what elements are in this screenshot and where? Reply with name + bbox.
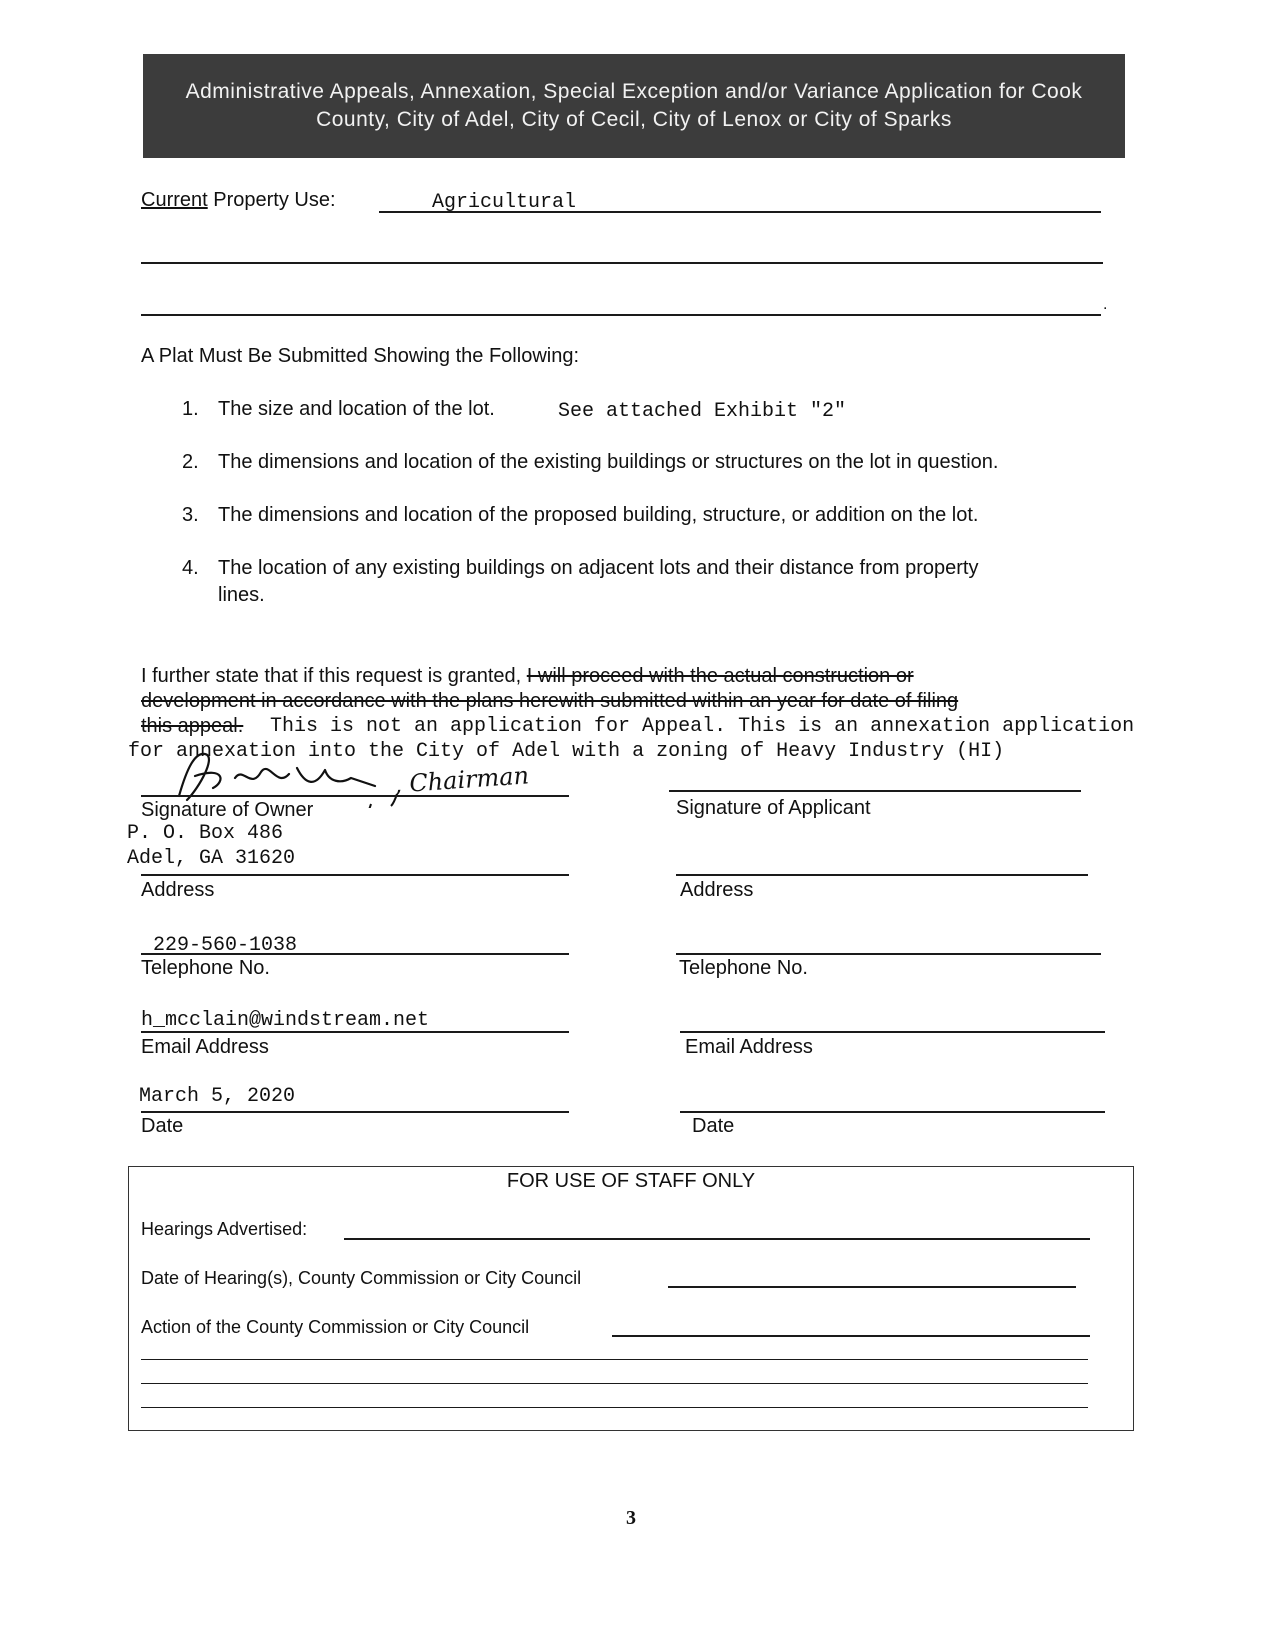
applicant-email-line[interactable] xyxy=(680,1031,1105,1033)
applicant-signature-label: Signature of Applicant xyxy=(676,797,871,819)
statement-line-1 xyxy=(141,665,914,688)
property-use-label-rest: Property Use: xyxy=(207,189,336,211)
owner-phone-line xyxy=(141,953,569,955)
plat-item-1-number: 1. xyxy=(182,398,199,420)
staff-date-hearing-label: Date of Hearing(s), County Commission or City Council xyxy=(141,1268,582,1288)
page-number: 3 xyxy=(626,1507,636,1529)
form-title: Administrative Appeals, Annexation, Special Exception and/or Variance Application for Cook County, City of Adel, City of Cecil, City of Lenox or City of Sparks xyxy=(185,80,1083,131)
staff-hearings-label: Hearings Advertised: xyxy=(141,1219,308,1239)
owner-signature-note: , Chairman xyxy=(393,761,530,799)
statement-struck-2: development in accordance with the plans herewith submitted within an year for date of filing xyxy=(141,690,959,712)
applicant-phone-line[interactable] xyxy=(676,953,1101,955)
property-use-line-3 xyxy=(141,314,1101,316)
plat-item-3-text: The dimensions and location of the proposed building, structure, or addition on the lot. xyxy=(218,504,979,526)
statement-line-3 xyxy=(141,715,243,738)
owner-address-line2[interactable]: Adel, GA 31620 xyxy=(127,847,296,870)
staff-action-line-4[interactable] xyxy=(141,1407,1088,1408)
applicant-signature-line[interactable] xyxy=(669,790,1081,792)
plat-item-1-note: See attached Exhibit "2" xyxy=(558,400,847,423)
statement-typed-2: for annexation into the City of Adel with a zoning of Heavy Industry (HI) xyxy=(128,740,1005,763)
applicant-phone-label: Telephone No. xyxy=(679,957,808,979)
plat-item-2-text: The dimensions and location of the existing buildings or structures on the lot in question. xyxy=(218,451,999,473)
plat-item-3-number: 3. xyxy=(182,504,199,526)
owner-address-line1[interactable]: P. O. Box 486 xyxy=(127,822,284,845)
staff-action-line[interactable] xyxy=(612,1335,1090,1337)
staff-title: FOR USE OF STAFF ONLY xyxy=(506,1170,756,1192)
form-title-banner xyxy=(143,54,1125,158)
staff-action-line-3[interactable] xyxy=(141,1383,1088,1384)
property-use-value[interactable]: Agricultural xyxy=(432,191,577,214)
owner-date-label: Date xyxy=(141,1115,184,1137)
plat-item-4-number: 4. xyxy=(182,557,199,579)
owner-phone-value[interactable]: 229-560-1038 xyxy=(153,934,298,957)
owner-date-line xyxy=(141,1111,569,1113)
owner-signature-line[interactable] xyxy=(141,795,569,797)
owner-address-line xyxy=(141,874,569,876)
plat-item-4-text-line1: The location of any existing buildings on adjacent lots and their distance from property xyxy=(218,557,979,579)
staff-date-hearing-line[interactable] xyxy=(668,1286,1076,1288)
applicant-date-label: Date xyxy=(692,1115,735,1137)
applicant-date-line[interactable] xyxy=(680,1111,1105,1113)
applicant-email-label: Email Address xyxy=(685,1036,813,1058)
property-use-line xyxy=(379,211,1101,213)
property-use-end-mark: . xyxy=(1103,296,1108,313)
plat-heading: A Plat Must Be Submitted Showing the Following: xyxy=(141,345,580,367)
owner-email-label: Email Address xyxy=(141,1036,269,1058)
owner-email-line xyxy=(141,1031,569,1033)
owner-email-value[interactable]: h_mcclain@windstream.net xyxy=(141,1009,430,1032)
property-use-line-2 xyxy=(141,262,1103,264)
staff-hearings-line[interactable] xyxy=(344,1238,1090,1240)
statement-struck-1: I will proceed with the actual construction or xyxy=(526,665,914,687)
staff-only-box xyxy=(128,1166,1134,1431)
property-use-label-current: Current xyxy=(141,189,208,211)
owner-date-value[interactable]: March 5, 2020 xyxy=(139,1085,296,1108)
plat-item-2-number: 2. xyxy=(182,451,199,473)
owner-signature-label: Signature of Owner xyxy=(141,799,314,821)
staff-action-label: Action of the County Commission or City Council xyxy=(141,1317,530,1337)
statement-typed-1: This is not an application for Appeal. This is an annexation application xyxy=(270,715,1135,738)
property-use-label xyxy=(141,189,336,212)
applicant-address-line[interactable] xyxy=(676,874,1088,876)
owner-address-label: Address xyxy=(141,879,215,901)
staff-action-line-2[interactable] xyxy=(141,1359,1088,1360)
applicant-address-label: Address xyxy=(680,879,754,901)
plat-item-4-text-line2: lines. xyxy=(218,584,265,606)
statement-struck-3: this appeal. xyxy=(141,715,244,737)
owner-phone-label: Telephone No. xyxy=(141,957,270,979)
statement-intro: I further state that if this request is granted, xyxy=(141,665,527,687)
plat-item-1-text: The size and location of the lot. xyxy=(218,398,495,420)
